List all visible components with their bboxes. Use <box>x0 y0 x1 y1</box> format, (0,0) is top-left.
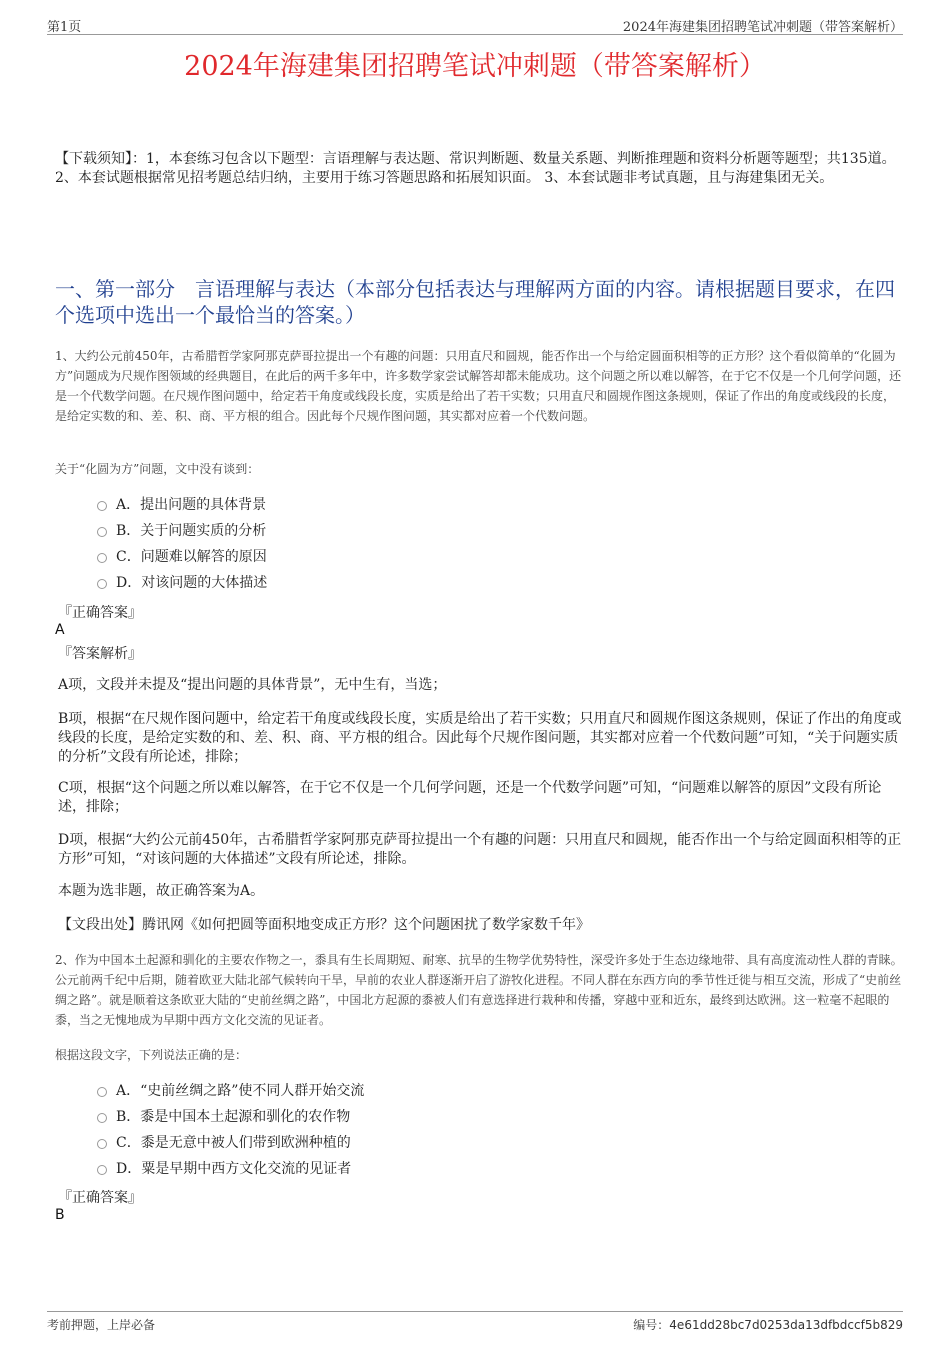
q1-answer-label: 『正确答案』 <box>58 605 142 621</box>
q2-answer: B <box>55 1207 65 1223</box>
option-label: A．“史前丝绸之路”使不同人群开始交流 <box>116 1083 365 1099</box>
document-code <box>633 1316 903 1333</box>
q1-option-b[interactable] <box>97 518 267 544</box>
q1-prompt: 关于“化圆为方”问题，文中没有谈到： <box>55 462 260 476</box>
header-doc-title: 2024年海建集团招聘笔试冲刺题（带答案解析） <box>622 20 903 35</box>
option-label: B．关于问题实质的分析 <box>116 523 267 539</box>
footer-slogan: 考前押题，上岸必备 <box>47 1318 156 1332</box>
q1-option-a[interactable] <box>97 492 267 518</box>
document-title: 2024年海建集团招聘笔试冲刺题（带答案解析） <box>184 51 766 82</box>
q1-analysis-a: A项，文段并未提及“提出问题的具体背景”，无中生有，当选； <box>58 677 447 693</box>
option-label: D．粟是早期中西方文化交流的见证者 <box>116 1161 352 1177</box>
radio-icon[interactable] <box>97 1087 107 1097</box>
radio-icon[interactable] <box>97 1139 107 1149</box>
q1-passage: 1、大约公元前450年，古希腊哲学家阿那克萨哥拉提出一个有趣的问题：只用直尺和圆规，能否作出一个与给定圆面积相等的正方形？这个看似简单的“化圆为方”问题成为尺规作图领域的经典题目，在此后的两千多年中，许多数学家尝试解答却都未能成功。这个问题之所以难以解答，在于它不仅是一个几何学问题，还是一个代数学问题。在尺规作图问题中，给定若干角度或线段长度，实质是给出了若干实数；只用直尺和圆规作图这条规则，保证了作出的角度或线段的长度，是给定实数的和、差、积、商、平方根的组合。因此每个尺规作图问题，其实都对应着一个代数问题。 <box>55 349 902 423</box>
radio-icon[interactable] <box>97 527 107 537</box>
radio-icon[interactable] <box>97 501 107 511</box>
code-label: 编号： <box>633 1318 670 1332</box>
q2-prompt: 根据这段文字，下列说法正确的是： <box>55 1048 248 1062</box>
option-label: A．提出问题的具体背景 <box>116 497 267 513</box>
q2-option-c[interactable] <box>97 1130 364 1156</box>
page-header <box>47 14 903 35</box>
q1-analysis-b: B项，根据“在尺规作图问题中，给定若干角度或线段长度，实质是给出了若干实数；只用直尺和圆规作图这条规则，保证了作出的角度或线段的长度，是给定实数的和、差、积、商、平方根的组合。因此每个尺规作图问题，其实都对应着一个代数问题”可知，“关于问题实质的分析”文段有所论述，排除； <box>58 711 902 765</box>
option-label: C．问题难以解答的原因 <box>116 549 267 565</box>
q2-passage: 2、作为中国本土起源和驯化的主要农作物之一，黍具有生长周期短、耐寒、抗旱的生物学优势特性，深受许多处于生态边缘地带、具有高度流动性人群的青睐。公元前两千纪中后期，随着欧亚大陆北部气候转向干旱，早前的农业人群逐渐开启了游牧化进程。不同人群在东西方向的季节性迁徙与相互交流，形成了“史前丝绸之路”。就是顺着这条欧亚大陆的“史前丝绸之路”，中国北方起源的黍被人们有意选择进行栽种和传播，穿越中亚和近东，最终到达欧洲。这一粒毫不起眼的黍，当之无愧地成为早期中西方文化交流的见证者。 <box>55 953 903 1027</box>
code-value: 4e61dd28bc7d0253da13dfbdccf5b829 <box>669 1318 903 1332</box>
q2-option-a[interactable] <box>97 1078 364 1104</box>
page-footer <box>47 1311 903 1336</box>
radio-icon[interactable] <box>97 1165 107 1175</box>
q1-options <box>97 492 267 596</box>
option-label: D．对该问题的大体描述 <box>116 575 268 591</box>
option-label: C．黍是无意中被人们带到欧洲种植的 <box>116 1135 351 1151</box>
q2-option-b[interactable] <box>97 1104 364 1130</box>
q1-analysis-c: C项，根据“这个问题之所以难以解答，在于它不仅是一个几何学问题，还是一个代数学问题”可知，“问题难以解答的原因”文段有所论述，排除； <box>58 780 882 815</box>
radio-icon[interactable] <box>97 579 107 589</box>
q1-analysis-d: D项，根据“大约公元前450年，古希腊哲学家阿那克萨哥拉提出一个有趣的问题：只用直尺和圆规，能否作出一个与给定圆面积相等的正方形”可知，“对该问题的大体描述”文段有所论述，排除。 <box>58 832 902 867</box>
q1-analysis-label: 『答案解析』 <box>58 646 142 662</box>
q1-option-d[interactable] <box>97 570 267 596</box>
q1-option-c[interactable] <box>97 544 267 570</box>
page-number: 第1页 <box>47 20 82 35</box>
q2-option-d[interactable] <box>97 1156 364 1182</box>
option-label: B．黍是中国本土起源和驯化的农作物 <box>116 1109 351 1125</box>
q2-answer-label: 『正确答案』 <box>58 1190 142 1206</box>
radio-icon[interactable] <box>97 553 107 563</box>
q2-options <box>97 1078 364 1182</box>
download-notice: 【下载须知】：1，本套练习包含以下题型：言语理解与表达题、常识判断题、数量关系题、判断推理题和资料分析题等题型；共135道。 2、本套试题根据常见招考题总结归纳，主要用于练习答题思路和拓展知识面。 3、本套试题非考试真题，且与海建集团无关。 <box>55 151 896 186</box>
q1-source: 【文段出处】腾讯网《如何把圆等面积地变成正方形？这个问题困扰了数学家数千年》 <box>58 917 590 933</box>
q1-answer: A <box>55 622 65 638</box>
q1-conclusion: 本题为选非题，故正确答案为A。 <box>58 883 265 899</box>
radio-icon[interactable] <box>97 1113 107 1123</box>
section-heading: 一、第一部分 言语理解与表达（本部分包括表达与理解两方面的内容。请根据题目要求，在四个选项中选出一个最恰当的答案。） <box>55 277 895 327</box>
